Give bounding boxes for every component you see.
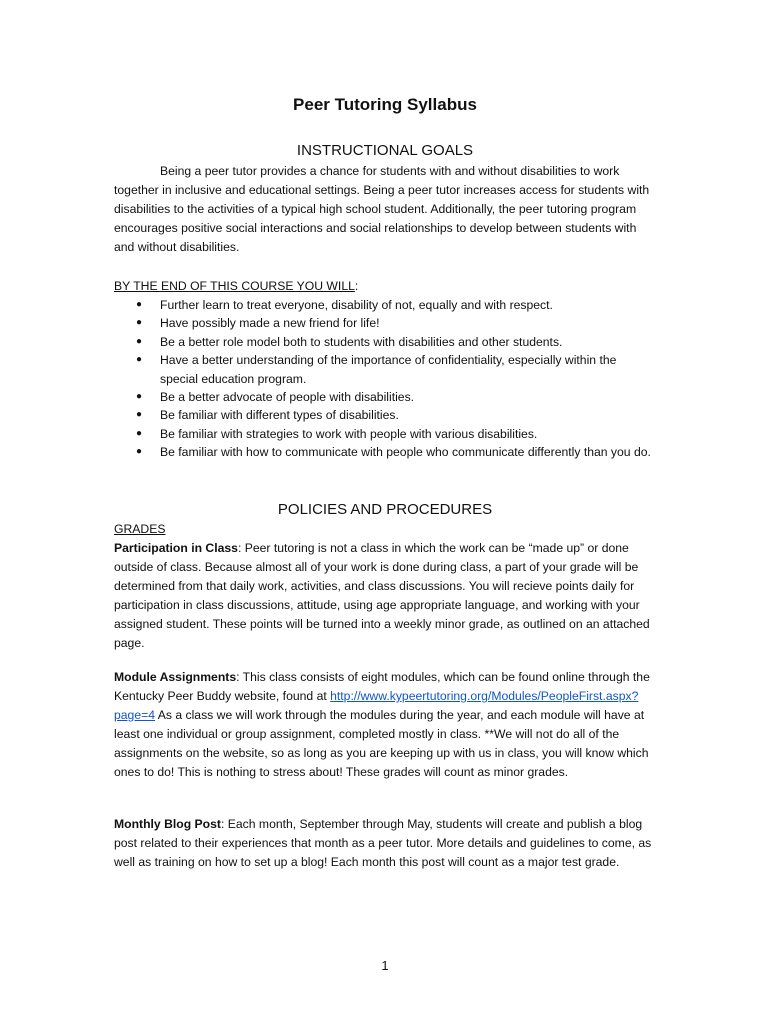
list-item	[114, 406, 654, 424]
participation-paragraph	[114, 539, 654, 653]
instructional-goals-heading: INSTRUCTIONAL GOALS	[296, 142, 474, 159]
list-item	[114, 425, 654, 443]
outcomes-heading-text: BY THE END OF THIS COURSE YOU WILL	[114, 279, 355, 293]
outcomes-heading	[114, 277, 654, 296]
list-item	[114, 296, 654, 314]
bullet-icon: ●	[136, 354, 143, 366]
page-title: Peer Tutoring Syllabus	[293, 95, 477, 114]
page-number: 1	[381, 958, 389, 973]
list-item-text: Be familiar with different types of disabilities.	[160, 408, 399, 423]
grades-label-text: GRADES	[114, 522, 166, 536]
bullet-icon: ●	[136, 335, 143, 347]
policies-heading: POLICIES AND PROCEDURES	[277, 501, 493, 518]
bullet-icon: ●	[136, 391, 143, 403]
list-item-text: Have possibly made a new friend for life!	[160, 316, 380, 331]
list-item-text: Have a better understanding of the importance of confidentiality, especially within the special education program.	[160, 353, 617, 386]
list-item-text: Be a better advocate of people with disabilities.	[160, 390, 415, 405]
kypeertutoring-link[interactable]: http://www.kypeertutoring.org/Modules/PeopleFirst.aspx?page=4	[114, 689, 639, 722]
blog-label: Monthly Blog Post	[114, 817, 221, 831]
blog-sep: :	[220, 817, 225, 831]
list-item-text: Be familiar with how to communicate with people who communicate differently than you do.	[160, 445, 651, 460]
modules-label: Module Assignments	[114, 670, 237, 684]
outcomes-list	[114, 296, 654, 462]
bullet-icon: ●	[136, 409, 143, 421]
modules-sep: :	[236, 670, 240, 684]
bullet-icon: ●	[136, 317, 143, 329]
list-item	[114, 443, 654, 461]
outcomes-heading-colon: :	[354, 279, 359, 293]
list-item-text: Be a better role model both to students with disabilities and other students.	[160, 334, 563, 349]
list-item-text: Be familiar with strategies to work with people with various disabilities.	[160, 426, 538, 441]
participation-label: Participation in Class	[114, 541, 238, 555]
list-item-text: Further learn to treat everyone, disability of not, equally and with respect.	[160, 298, 553, 312]
bullet-icon: ●	[136, 446, 143, 458]
modules-text-before: This class consists of eight modules, which can be found online through the Kentucky Peer Buddy website, found at	[114, 670, 650, 703]
modules-paragraph	[114, 668, 654, 782]
modules-text-after: As a class we will work through the modules during the year, and each module will have at least one individual or group assignment, completed mostly in class. **We will not do all of the assignments on the website, so as long as you are keeping up with us in class, you will know which ones to do! This is nothing to stress about! These grades will count as minor grades.	[114, 708, 649, 779]
list-item	[114, 314, 654, 332]
blog-text: Each month, September through May, students will create and publish a blog post related to their experiences that month as a peer tutor. More details and guidelines to come, as well as training on how to set up a blog! Each month this post will count as a major test grade.	[114, 817, 652, 869]
list-item	[114, 388, 654, 406]
grades-label	[114, 520, 654, 539]
blog-paragraph	[114, 815, 654, 872]
bullet-icon: ●	[136, 427, 143, 439]
list-item	[114, 351, 654, 388]
list-item	[114, 333, 654, 351]
participation-text: Peer tutoring is not a class in which the work can be “made up” or done outside of class. Because almost all of your work is done during class, a part of your grade will be determined from that daily work, activities, and class discussions. You will recieve points daily for participation in class discussions, attitude, using age appropriate language, and working with your assigned student. These points will be turned into a weekly minor grade, as outlined on an attached page.	[114, 541, 650, 650]
participation-sep: :	[237, 541, 242, 555]
instructional-goals-paragraph: Being a peer tutor provides a chance for students with and without disabilities to work together in inclusive and educational settings. Being a peer tutor increases access for students with disabilities to the activities of a typical high school student. Additionally, the peer tutoring program encourages positive social interactions and social relationships to develop between students with and without disabilities.	[114, 164, 650, 254]
bullet-icon: ●	[136, 299, 143, 310]
